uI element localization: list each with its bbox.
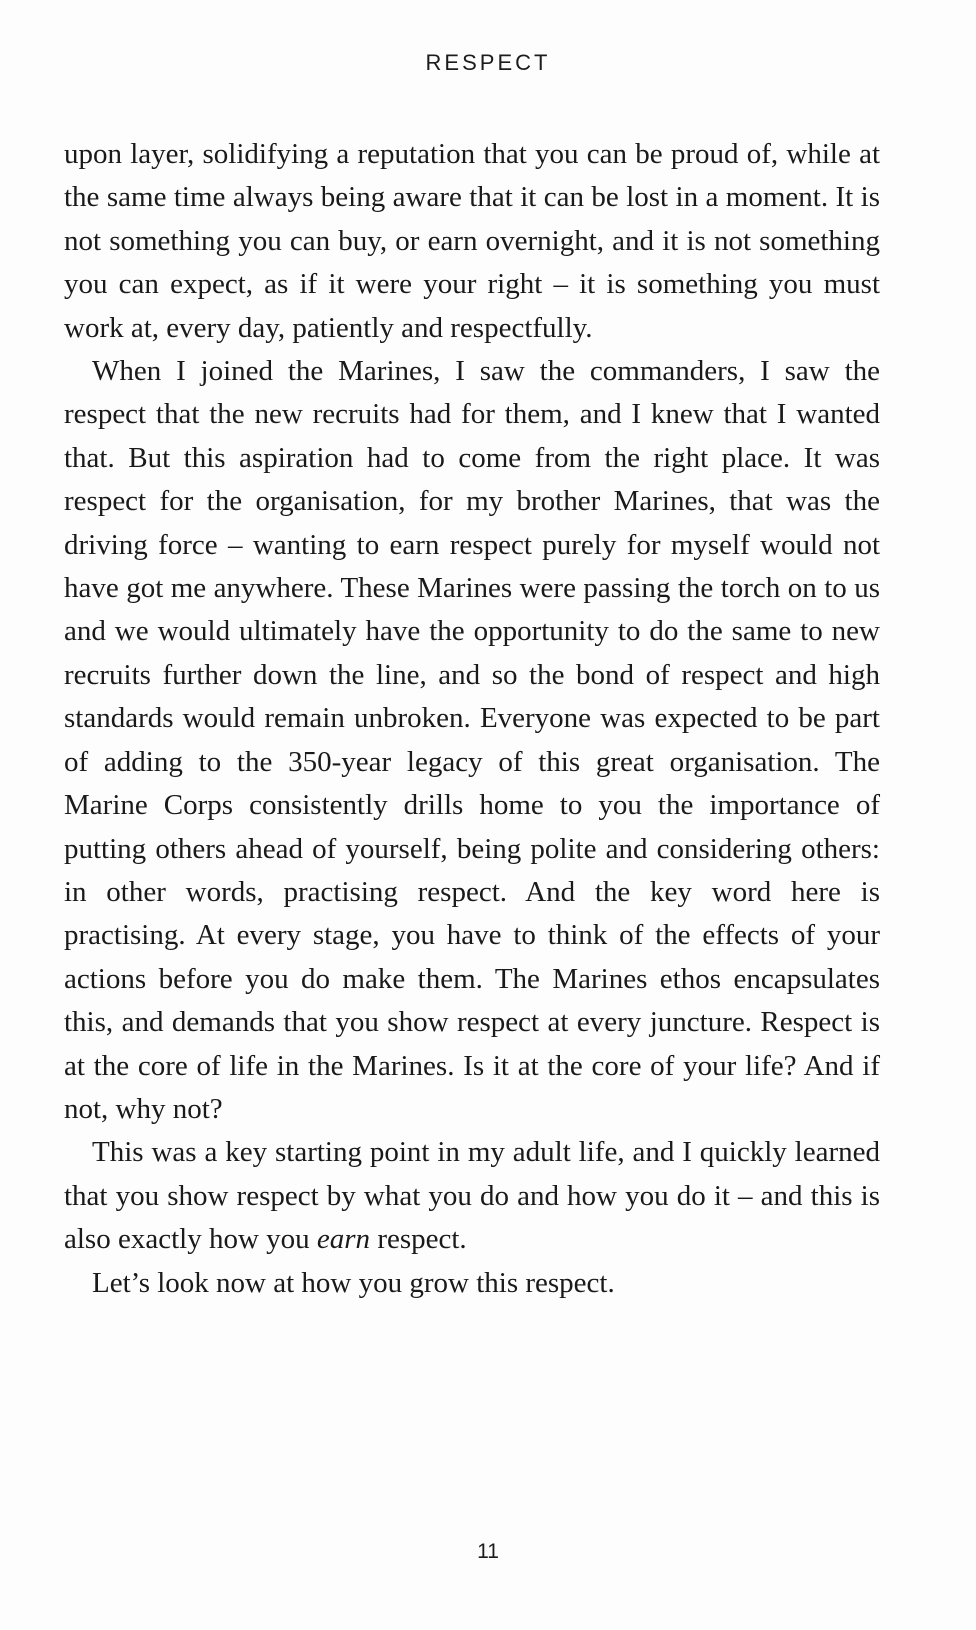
- body-text: [64, 133, 880, 1305]
- paragraph-continued: upon layer, solidifying a reputation that you can be proud of, while at the same time always being aware that it can be lost in a moment. It is not something you can buy, or earn overnight, and it is not something you can expect, as if it were your right – it is something you must work at, every day, patiently and respectfully.: [64, 138, 880, 344]
- page-number: 11: [477, 1540, 499, 1563]
- running-head: RESPECT: [425, 50, 551, 75]
- paragraph-text-end: respect.: [370, 1223, 467, 1256]
- paragraph-closing: Let’s look now at how you grow this respect.: [92, 1266, 615, 1299]
- emphasis-earn: earn: [316, 1223, 371, 1256]
- paragraph-text-start: This was a key starting point in my adult life, and I quickly learned that you show respect by what you do and how you do it – and this is also exactly how you: [64, 1136, 880, 1256]
- paragraph-starting-point: [64, 1131, 880, 1261]
- paragraph-marines: When I joined the Marines, I saw the commanders, I saw the respect that the new recruits had for them, and I knew that I wanted that. But this aspiration had to come from the right place. It was respect for the organisation, for my brother Marines, that was the driving force – wanting to earn respect purely for myself would not have got me anywhere. These Marines were passing the torch on to us and we would ultimately have the opportunity to do the same to new recruits further down the line, and so the bond of respect and high standards would remain unbroken. Everyone was expected to be part of adding to the 350-year legacy of this great organisation. The Marine Corps consistently drills home to you the importance of putting others ahead of yourself, being polite and considering others: in other words, practising respect. And the key word here is practising. At every stage, you have to think of the effects of your actions before you do make them. The Marines ethos encapsulates this, and demands that you show respect at every juncture. Respect is at the core of life in the Marines. Is it at the core of your life? And if not, why not?: [64, 355, 880, 1125]
